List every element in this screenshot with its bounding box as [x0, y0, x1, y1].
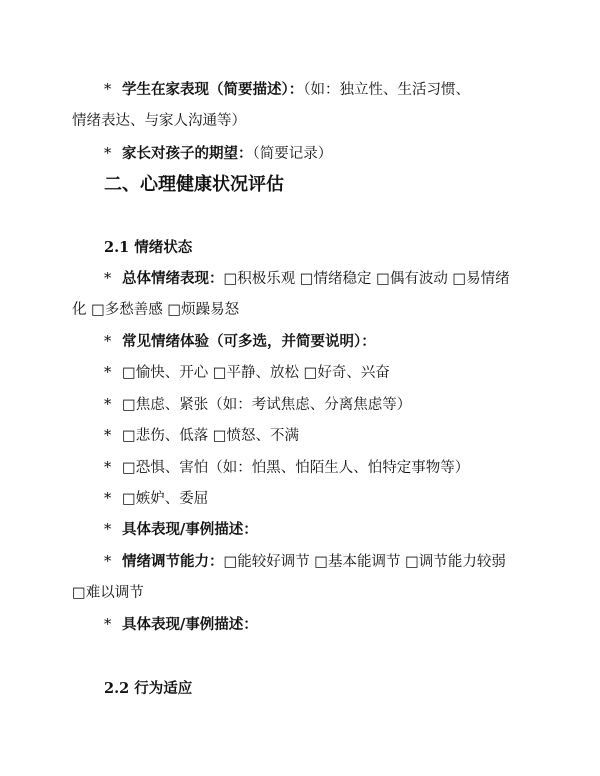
emotion-option-row — [104, 458, 564, 478]
bullet-star: * — [104, 522, 112, 538]
emotion-options-text: □悲伤、低落 □愤怒、不满 — [122, 428, 300, 444]
home-performance-text: （如：独立性、生活习惯、 — [303, 82, 470, 98]
parent-expectation-label: 家长对孩子的期望： — [122, 145, 253, 162]
bullet-star: * — [104, 334, 112, 350]
home-performance-continuation: 情绪表达、与家人沟通等） — [72, 113, 246, 129]
bullet-star: * — [104, 617, 112, 633]
emotion-option-row — [104, 363, 564, 383]
emotion-regulation-item — [104, 552, 564, 572]
subsection-heading-behavior: 2.2 行为适应 — [104, 680, 193, 697]
emotion-regulation-continuation: □难以调节 — [72, 585, 144, 601]
bullet-star: * — [104, 460, 112, 476]
emotion-option-row — [104, 489, 564, 509]
emotion-option-row — [104, 426, 564, 446]
emotion-option-row — [104, 395, 564, 415]
overall-emotion-item — [104, 269, 564, 289]
bullet-star: * — [104, 491, 112, 507]
bullet-star: * — [104, 428, 112, 444]
emotion-options-text: □恐惧、害怕（如：怕黑、怕陌生人、怕特定事物等） — [122, 460, 470, 476]
overall-emotion-label: 总体情绪表现： — [122, 270, 224, 287]
emotion-options-text: □焦虑、紧张（如：考试焦虑、分离焦虑等） — [122, 397, 412, 413]
example-description-label: 具体表现/事例描述： — [122, 521, 258, 538]
parent-expectation-text: （简要记录） — [252, 146, 333, 162]
bullet-star: * — [104, 82, 112, 98]
home-performance-item — [104, 80, 564, 100]
example-description-item — [104, 615, 564, 635]
emotion-regulation-options: □能较好调节 □基本能调节 □调节能力较弱 — [223, 554, 506, 570]
parent-expectation-item — [104, 144, 564, 164]
section-heading-mental-health: 二、心理健康状况评估 — [104, 174, 284, 195]
bullet-star: * — [104, 397, 112, 413]
emotion-options-text: □愉快、开心 □平静、放松 □好奇、兴奋 — [122, 365, 390, 381]
emotion-options-text: □嫉妒、委屈 — [122, 491, 209, 507]
overall-emotion-continuation: 化 □多愁善感 □烦躁易怒 — [72, 302, 240, 318]
bullet-star: * — [104, 554, 112, 570]
subsection-heading-emotion: 2.1 情绪状态 — [104, 239, 193, 256]
emotion-regulation-label: 情绪调节能力： — [122, 553, 224, 570]
bullet-star: * — [104, 271, 112, 287]
bullet-star: * — [104, 365, 112, 381]
home-performance-label: 学生在家表现（简要描述）： — [122, 81, 304, 98]
common-emotion-label: 常见情绪体验（可多选，并简要说明）： — [122, 333, 376, 350]
common-emotion-item — [104, 332, 564, 352]
example-description-item — [104, 520, 564, 540]
example-description-label: 具体表现/事例描述： — [122, 616, 258, 633]
overall-emotion-options: □积极乐观 □情绪稳定 □偶有波动 □易情绪 — [223, 271, 510, 287]
bullet-star: * — [104, 146, 112, 162]
